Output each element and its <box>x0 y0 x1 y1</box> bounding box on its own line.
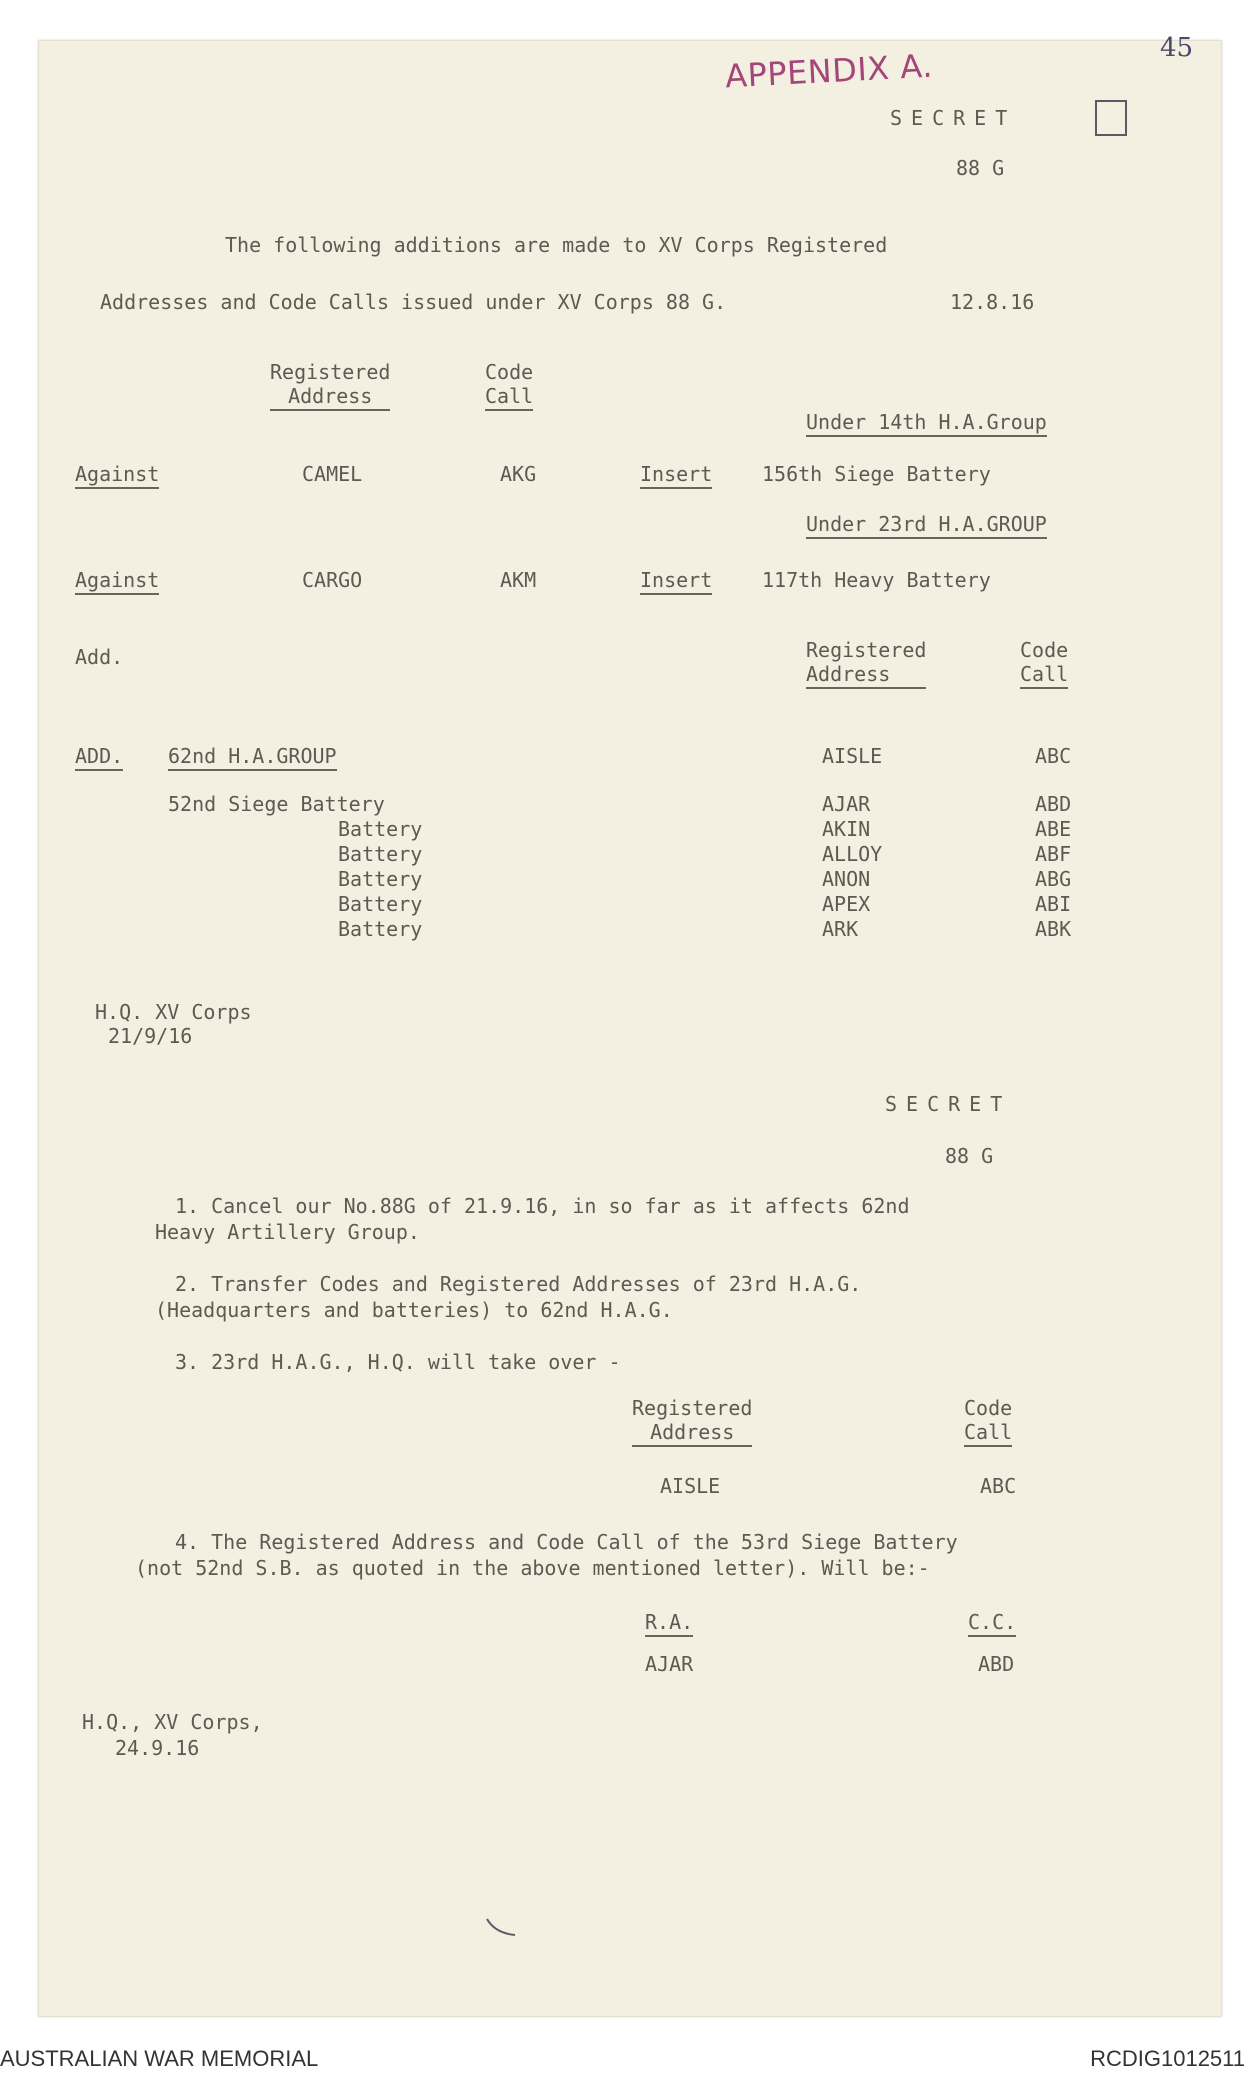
footer-id: RCDIG1012511 <box>1090 2046 1245 2071</box>
memo1-row1-address: CAMEL <box>302 462 363 486</box>
memo2-p3-header-address: Registered Address <box>632 1396 752 1447</box>
margin-mark <box>1095 100 1127 136</box>
list-item: Battery <box>338 867 423 891</box>
memo1-col-header-address: Registered Address <box>270 360 390 411</box>
memo1-add-group-name: 62nd H.A.GROUP <box>168 744 337 771</box>
list-item: ABG <box>1035 867 1072 891</box>
memo1-date: 12.8.16 <box>950 290 1035 314</box>
list-item: Battery <box>338 842 423 866</box>
memo1-row2-insert: Insert <box>640 568 712 595</box>
memo2-p4-header-cc: C.C. <box>968 1610 1016 1637</box>
memo2-p1-line2: Heavy Artillery Group. <box>155 1220 420 1244</box>
memo2-p4-line1: 4. The Registered Address and Code Call of the 53rd Siege Battery <box>175 1530 958 1554</box>
memo2-p1-line1: 1. Cancel our No.88G of 21.9.16, in so far as it affects 62nd <box>175 1194 910 1218</box>
appendix-stamp: APPENDIX A. <box>724 46 934 96</box>
battery-name-list-cont <box>338 817 422 942</box>
list-item: AKIN <box>822 817 871 841</box>
list-item: ANON <box>822 867 871 891</box>
battery-code-list <box>1035 792 1071 942</box>
memo2-p4-line2: (not 52nd S.B. as quoted in the above mentioned letter). Will be:- <box>135 1556 930 1580</box>
memo1-add-group-address: AISLE <box>822 744 883 768</box>
memo1-row1-unit: 156th Siege Battery <box>762 462 991 486</box>
list-item: ALLOY <box>822 842 883 866</box>
memo2-signoff-line2: 24.9.16 <box>115 1736 200 1760</box>
memo1-add-group-prefix: ADD. <box>75 744 123 771</box>
memo1-signoff-line1: H.Q. XV Corps <box>95 1000 252 1024</box>
footer-source: AUSTRALIAN WAR MEMORIAL <box>0 2046 319 2071</box>
memo1-intro-line2: Addresses and Code Calls issued under XV Corps 88 G. <box>100 290 727 314</box>
list-item: ABE <box>1035 817 1072 841</box>
memo1-add-header-address: Registered Address <box>806 638 926 689</box>
battery-name-list <box>168 792 385 817</box>
memo2-p4-address: AJAR <box>645 1652 694 1676</box>
memo2-p4-header-ra: R.A. <box>645 1610 693 1637</box>
list-item: Battery <box>338 917 423 941</box>
list-item: ARK <box>822 917 859 941</box>
memo1-add-header-code: Code Call <box>1020 638 1068 689</box>
memo2-signoff-line1: H.Q., XV Corps, <box>82 1710 263 1734</box>
memo2-p4-code: ABD <box>978 1652 1015 1676</box>
memo1-row2-code: AKM <box>500 568 537 592</box>
memo2-p3-header-code: Code Call <box>964 1396 1012 1447</box>
list-item: APEX <box>822 892 871 916</box>
memo1-col-header-code: Code Call <box>485 360 533 411</box>
memo2-p3-address: AISLE <box>660 1474 721 1498</box>
memo1-row2-unit: 117th Heavy Battery <box>762 568 991 592</box>
memo2-p2-line1: 2. Transfer Codes and Registered Addresses of 23rd H.A.G. <box>175 1272 862 1296</box>
list-item: ABK <box>1035 917 1072 941</box>
memo1-group2-header: Under 23rd H.A.GROUP <box>806 512 1047 539</box>
pen-tick-mark <box>485 1915 525 1941</box>
list-item: ABF <box>1035 842 1072 866</box>
list-item: Battery <box>338 817 423 841</box>
memo1-intro-line1: The following additions are made to XV Corps Registered <box>225 233 888 257</box>
memo1-row1-code: AKG <box>500 462 537 486</box>
memo1-row1-against: Against <box>75 462 159 489</box>
memo1-classification: SECRET <box>890 106 1017 130</box>
battery-address-list <box>822 792 882 942</box>
memo1-add-group-code: ABC <box>1035 744 1072 768</box>
page-number: 45 <box>1160 33 1194 63</box>
memo1-row1-insert: Insert <box>640 462 712 489</box>
memo2-p3: 3. 23rd H.A.G., H.Q. will take over - <box>175 1350 621 1374</box>
memo2-p3-code: ABC <box>980 1474 1017 1498</box>
memo2-classification: SECRET <box>885 1092 1012 1116</box>
list-item: Battery <box>338 892 423 916</box>
memo1-signoff-line2: 21/9/16 <box>108 1024 193 1048</box>
memo2-ref: 88 G <box>945 1144 994 1168</box>
memo1-group1-header: Under 14th H.A.Group <box>806 410 1047 437</box>
memo1-ref: 88 G <box>956 156 1005 180</box>
memo1-row2-address: CARGO <box>302 568 363 592</box>
list-item: ABD <box>1035 792 1072 816</box>
memo1-row2-against: Against <box>75 568 159 595</box>
memo1-add-label: Add. <box>75 645 124 669</box>
list-item: 52nd Siege Battery <box>168 792 385 816</box>
memo2-p2-line2: (Headquarters and batteries) to 62nd H.A.G. <box>155 1298 673 1322</box>
list-item: AJAR <box>822 792 871 816</box>
list-item: ABI <box>1035 892 1072 916</box>
